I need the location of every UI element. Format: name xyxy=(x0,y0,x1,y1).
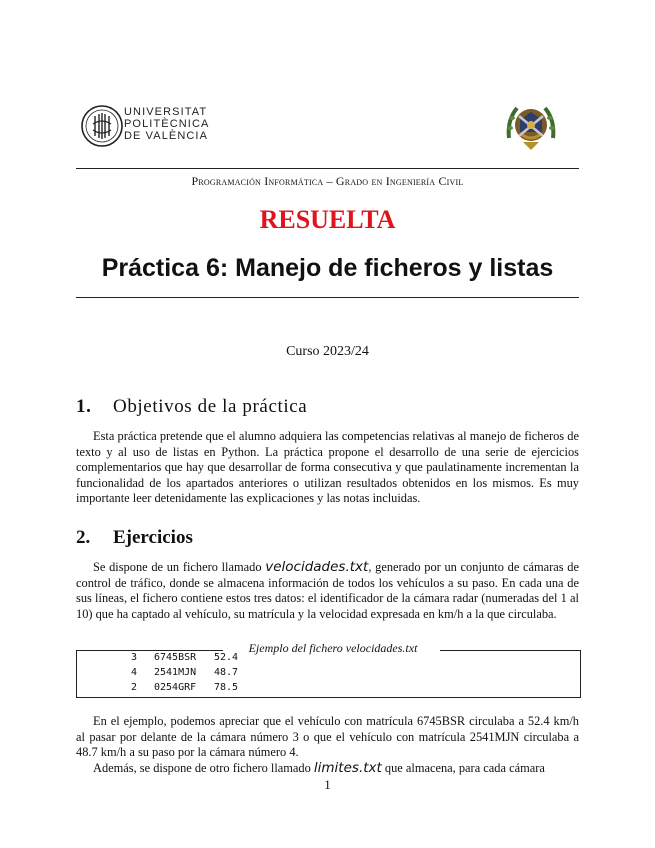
academic-year: Curso 2023/24 xyxy=(286,344,369,359)
paragraph: En el ejemplo, podemos apreciar que el vehículo con matrícula 6745BSR circulaba a 52.4 km/h al pasar por delante de la cámara número 3 o que el vehículo con matrícula 2541MJN circulaba a 48.7 km/h a su paso por la cámara número 4. xyxy=(76,714,579,760)
title-rule xyxy=(76,297,579,298)
box-border xyxy=(440,650,580,651)
section-title: Ejercicios xyxy=(113,527,193,548)
plate: 2541MJN xyxy=(154,667,197,678)
text-run: , generado por un conjunto de cámaras de control de tráfico, donde se almacena información de todos los vehículos a su paso. En cada una de sus líneas, el fichero contiene estos tres datos: el identificador de la cámara radar (numeradas del 1 al 10) que ha captado al vehículo, su matrícula y la velocidad expresada en km/h a la que circulaba. xyxy=(76,560,579,621)
example-caption: Ejemplo del fichero velocidades.txt xyxy=(248,641,418,655)
text-run: Además, se dispone de otro fichero llamado xyxy=(93,760,314,775)
camera-id: 2 xyxy=(130,682,137,693)
section-ejercicios-explanation xyxy=(76,714,579,776)
civil-engineering-crest-icon xyxy=(503,98,559,154)
speed: 52.4 xyxy=(214,652,239,663)
upv-name-line: DE VALÈNCIA xyxy=(124,130,209,142)
page-number: 1 xyxy=(324,777,331,792)
camera-id: 3 xyxy=(130,652,137,663)
upv-name-line: POLITÈCNICA xyxy=(124,118,210,130)
paragraph: Esta práctica pretende que el alumno adquiera las competencias relativas al manejo de ficheros de texto y al uso de listas en Python. La práctica propone el desarrollo de una serie de ejercicios complementarios que hay que desarrollar de forma consecutiva y que paulatinamente incrementan la funcionalidad de los apartados anteriores o utilizan resultados obtenidos en los mismos. Es muy importante leer detenidamente las explicaciones y las notas incluidas. xyxy=(76,429,579,506)
section-objetivos-body xyxy=(76,429,579,507)
box-border xyxy=(77,650,223,651)
status-label: RESUELTA xyxy=(259,205,396,234)
section-heading-objetivos xyxy=(76,396,307,418)
camera-id: 4 xyxy=(130,667,137,678)
header-rule xyxy=(76,168,579,169)
filename: limites.txt xyxy=(313,759,382,776)
course-line: Programación Informática – Grado en Ingeniería Civil xyxy=(191,174,464,188)
speed: 78.5 xyxy=(214,682,239,693)
text-run: que almacena, para cada cámara xyxy=(381,760,545,775)
text-run: Se dispone de un fichero llamado xyxy=(93,560,266,574)
section-number: 1. xyxy=(76,396,92,417)
section-ejercicios-intro xyxy=(76,560,579,622)
example-file-box xyxy=(76,641,581,698)
section-title: Objetivos de la práctica xyxy=(113,396,308,417)
upv-name-line: UNIVERSITAT xyxy=(124,106,208,118)
upv-logo xyxy=(80,104,210,150)
speed: 48.7 xyxy=(214,667,239,678)
paragraph xyxy=(76,761,579,777)
upv-seal-icon xyxy=(80,104,124,148)
upv-name xyxy=(124,106,209,142)
page-title: Práctica 6: Manejo de ficheros y listas xyxy=(101,254,554,282)
plate: 0254GRF xyxy=(154,682,197,693)
filename: velocidades.txt xyxy=(265,559,369,575)
section-heading-ejercicios xyxy=(76,527,193,549)
section-number: 2. xyxy=(76,527,91,548)
plate: 6745BSR xyxy=(154,652,197,663)
paragraph xyxy=(76,560,579,622)
